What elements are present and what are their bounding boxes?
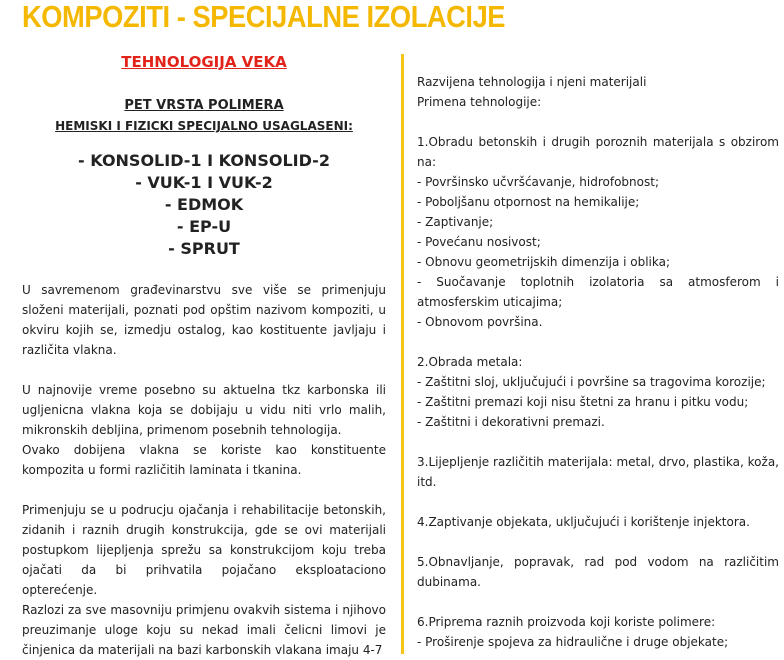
intro-line: Razvijena tehnologija i njeni materijali <box>417 75 647 89</box>
list-item: - Povećanu nosivost; <box>417 235 541 249</box>
paragraph-fiber-usage: Ovako dobijena vlakna se koriste kao konstituente kompozita u formi različitih laminata i tkanina. <box>22 443 386 477</box>
list-item: - Zaštitni premazi koji nisu štetni za hranu i pitku vodu; <box>417 395 749 409</box>
list-item: - Obnovom površina. <box>417 315 543 329</box>
product-item: - EP-U <box>176 217 232 236</box>
section-title: 2.Obrada metala: <box>417 355 523 369</box>
tech-title: TEHNOLOGIJA VEKA <box>121 53 287 71</box>
polymers-title: PET VRSTA POLIMERA <box>124 98 284 113</box>
list-item: - Suočavanje toplotnih izolatoria sa atmosferom i atmosferskim uticajima; <box>417 275 779 309</box>
product-item: - EDMOK <box>164 195 244 214</box>
product-item: - KONSOLID-1 I KONSOLID-2 <box>78 151 330 170</box>
section-title: 5.Obnavljanje, popravak, rad pod vodom na različitim dubinama. <box>417 555 779 589</box>
section-title: 4.Zaptivanje objekata, uključujući i korištenje injektora. <box>417 515 750 529</box>
list-item: - Obnovu geometrijskih dimenzija i oblika; <box>417 255 671 269</box>
paragraph-carbon-fibers: U najnovije vreme posebno su aktuelna tkz karbonska ili ugljenicna vlakna koja se dobijaju u vidu niti vrlo malih, mikronskih debljina, primenom posebnih tehnologija. <box>22 383 386 437</box>
list-item: - Zaštitni i dekorativni premazi. <box>417 415 605 429</box>
paragraph-intro: U savremenom građevinarstvu sve više se primenjuju složeni materijali, poznati pod opštim nazivom kompoziti, u okviru kojih se, izmedju ostalog, kao kostituente javljaju i različita vlakna. <box>22 283 386 357</box>
list-item: - Zaptivanje; <box>417 215 494 229</box>
paragraph-application: Primenjuju se u podrucju ojačanja i rehabilitacije betonskih, zidanih i raznih drugih konstrukcija, gde se ovi materijali postupkom lijepljenja sprežu sa konstrukcijom koju treba ojačati da bi prihvatila pojačano eksploatacionо opterećenje. <box>22 503 386 597</box>
list-item: - Zaštitni sloj, uključujući i površine sa tragovima korozije; <box>417 375 766 389</box>
list-item: - Površinsko učvršćavanje, hidrofobnost; <box>417 175 659 189</box>
section-title: 1.Obradu betonskih i drugih poroznih materijala s obzirom na: <box>417 135 779 169</box>
right-column <box>417 72 779 652</box>
product-item: - SPRUT <box>168 239 240 258</box>
list-item: - Poboljšanu otpornost na hemikalije; <box>417 195 640 209</box>
column-divider <box>401 54 404 654</box>
product-item: - VUK-1 I VUK-2 <box>135 173 273 192</box>
page-title: KOMPOZITI - SPECIJALNE IZOLACIJE <box>22 0 506 34</box>
intro-line: Primena tehnologije: <box>417 95 542 109</box>
section-title: 6.Priprema raznih proizvoda koji koriste polimere: <box>417 615 716 629</box>
section-title: 3.Lijepljenje različitih materijala: metal, drvo, plastika, koža, itd. <box>417 455 779 489</box>
product-list <box>22 150 386 260</box>
list-item: - Proširenje spojeva za hidraulične i druge objekate; <box>417 635 729 649</box>
left-column <box>22 52 386 660</box>
paragraph-reasons: Razlozi za sve masovniju primjenu ovakvih sistema i njihovo preuzimanje uloge koju su nekad imali čelicni limovi je činjenica da materijali na bazi karbonskih vlakana imaju 4-7 <box>22 603 386 657</box>
polymers-subtitle: HEMISKI I FIZICKI SPECIJALNO USAGLASENI: <box>55 119 353 133</box>
